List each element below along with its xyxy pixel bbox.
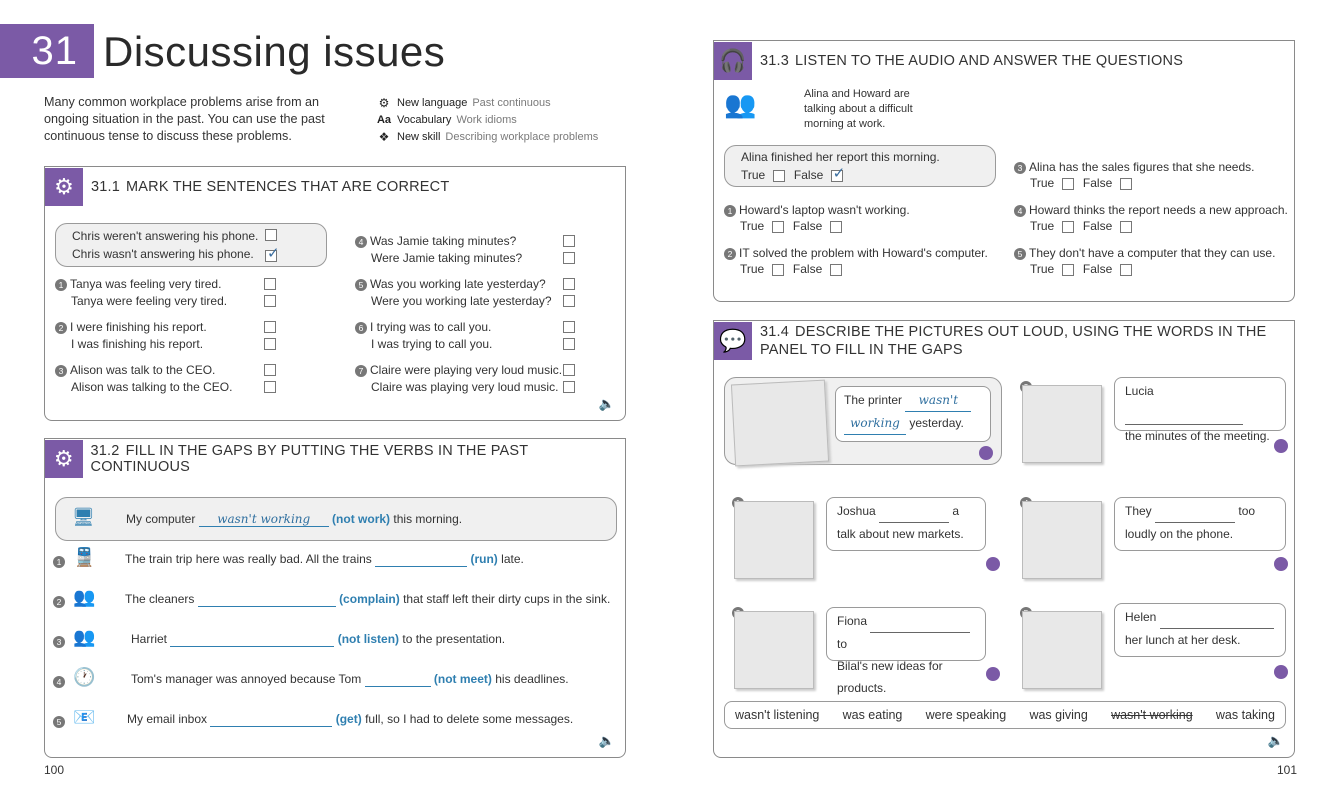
checkbox[interactable] (563, 321, 575, 333)
checkbox-false[interactable] (1120, 221, 1132, 233)
tf-item-5: 5 They don't have a computer that they can use. True False (1014, 246, 1275, 276)
sentence-b: Claire was playing very loud music. (371, 380, 559, 394)
gap-input[interactable] (365, 672, 431, 687)
sentence-b: Were you working late yesterday? (371, 294, 552, 308)
gap-input[interactable] (375, 552, 467, 567)
tf-item-1: 1 Howard's laptop wasn't working. True False (724, 203, 910, 233)
example-sentence: My computer wasn't working (not work) this morning. (126, 512, 463, 526)
answer: wasn't working (199, 512, 329, 527)
number-badge: 1 (53, 556, 65, 568)
computer-icon: 🖥 (72, 507, 95, 527)
sentence-b: Were Jamie taking minutes? (371, 251, 523, 265)
page-number-right: 101 (1277, 763, 1298, 777)
checkbox-false[interactable] (1120, 264, 1132, 276)
aa-icon: Aa (376, 114, 392, 126)
checkbox-false[interactable] (1120, 178, 1132, 190)
meta-value: Describing workplace problems (445, 131, 599, 143)
word-bank-item[interactable]: wasn't listening (735, 708, 820, 722)
checkbox[interactable] (563, 338, 575, 350)
gap-input[interactable] (198, 592, 336, 607)
sentence-b: Chris wasn't answering his phone. (72, 247, 254, 261)
word-bank-item-used[interactable]: wasn't working (1111, 708, 1193, 722)
meta-row-vocabulary (376, 112, 598, 129)
fill-item-2: 2 👥 The cleaners (complain) that staff left their dirty cups in the sink. (53, 593, 613, 611)
panel-header (45, 439, 625, 479)
people-at-desk-icon: 👥 (724, 89, 757, 119)
gap-input[interactable] (1125, 402, 1243, 425)
checkbox-checked[interactable] (265, 250, 277, 262)
sentence-b: I was trying to call you. (371, 337, 493, 351)
sentence-a: Was you working late yesterday? (370, 277, 546, 291)
sentence-a: Was Jamie taking minutes? (370, 234, 517, 248)
checkbox[interactable] (264, 295, 276, 307)
sentence-a: Claire were playing very loud music. (370, 363, 563, 377)
writing-picture (1022, 385, 1102, 463)
checkbox[interactable] (264, 278, 276, 290)
example-box (55, 223, 327, 267)
item-bubble: They too loudly on the phone. (1114, 497, 1286, 551)
word-bank-item[interactable]: was giving (1029, 708, 1088, 722)
checkbox[interactable] (563, 235, 575, 247)
item-2 (55, 320, 280, 354)
inbox-icon: 📧 (73, 707, 96, 727)
example-sentence: Alina finished her report this morning. (741, 150, 940, 164)
meta-key: New skill (397, 131, 441, 143)
gap-input[interactable] (879, 500, 949, 523)
fill-item-1: 1 🚆 The train trip here was really bad. All the trains (run) late. (53, 553, 613, 571)
sentence-a: I were finishing his report. (70, 320, 207, 334)
audio-icon[interactable] (979, 446, 993, 460)
example-box (55, 497, 617, 541)
example-box (724, 377, 1002, 465)
word-bank-item[interactable]: was eating (842, 708, 903, 722)
item-bubble: Lucia the minutes of the meeting. (1114, 377, 1286, 431)
panel-title: 31.4 DESCRIBE THE PICTURES OUT LOUD, USING THE WORDS IN THE PANEL TO FILL IN THE GAPS (760, 324, 1267, 358)
presentation-picture (734, 501, 814, 579)
sentence-b: Alison was talking to the CEO. (71, 380, 233, 394)
checkbox[interactable] (264, 321, 276, 333)
headphones-icon: 🎧 (714, 42, 752, 80)
page-number-left: 100 (44, 763, 65, 777)
meta-key: New language (397, 97, 468, 109)
context-text: Alina and Howard are talking about a difficult morning at work. (804, 88, 913, 130)
meta-value: Past continuous (472, 97, 551, 109)
checkbox[interactable] (264, 381, 276, 393)
item-4 (355, 234, 580, 268)
number-badge: 4 (53, 676, 65, 688)
chapter-title: Discussing issues (103, 28, 446, 75)
number-badge: 7 (355, 365, 367, 377)
intro-text: Many common workplace problems arise from an ongoing situation in the past. You can use the past continuous tense to discuss these problems. (44, 95, 325, 143)
lesson-meta (376, 95, 598, 146)
train-icon: 🚆 (73, 547, 96, 567)
number-badge: 5 (53, 716, 65, 728)
number-badge: 1 (55, 279, 67, 291)
checkbox-false[interactable] (830, 264, 842, 276)
exercise-31-1-panel (44, 166, 626, 421)
checkbox[interactable] (563, 381, 575, 393)
panel-header (45, 167, 449, 207)
example-box (724, 145, 996, 187)
audio-icon[interactable] (1274, 439, 1288, 453)
exercise-31-2-panel (44, 438, 626, 758)
number-badge: 3 (55, 365, 67, 377)
item-6 (355, 320, 580, 354)
item-bubble: Joshua a talk about new markets. (826, 497, 986, 551)
speaker-icon[interactable]: 🔈 (1267, 733, 1284, 748)
puzzle-icon: ❖ (378, 130, 390, 144)
checkbox[interactable] (264, 338, 276, 350)
word-bank-item[interactable]: were speaking (925, 708, 1007, 722)
panel-title: 31.3 LISTEN TO THE AUDIO AND ANSWER THE QUESTIONS (760, 53, 1184, 69)
tf-item-3: 3 Alina has the sales figures that she needs. True False (1014, 160, 1254, 190)
gear-icon: ⚙ (378, 96, 390, 110)
meta-row-language (376, 95, 598, 112)
number-badge: 3 (53, 636, 65, 648)
meta-value: Work idioms (456, 114, 517, 126)
fill-item-5: 5 📧 My email inbox (get) full, so I had to delete some messages. (53, 713, 613, 731)
exercise-31-4-panel (713, 320, 1295, 758)
tf-item-2: 2 IT solved the problem with Howard's computer. True False (724, 246, 988, 276)
checkbox-true[interactable] (1062, 221, 1074, 233)
checkbox-true[interactable] (772, 264, 784, 276)
sentence-b: I was finishing his report. (71, 337, 204, 351)
gap-input[interactable] (1155, 500, 1235, 523)
audio-icon[interactable] (1274, 557, 1288, 571)
checkbox[interactable] (563, 364, 575, 376)
word-bank-item[interactable]: was taking (1215, 708, 1275, 722)
gear-icon: ⚙ (45, 168, 83, 206)
panel-header (714, 41, 1183, 81)
clock-person-icon: 🕐 (73, 667, 96, 687)
panel-title: 31.2 FILL IN THE GAPS BY PUTTING THE VERBS IN THE PAST CONTINUOUS (90, 443, 529, 475)
exercise-31-3-panel (713, 40, 1295, 302)
false-label: False (793, 168, 824, 182)
checkbox-false[interactable] (830, 221, 842, 233)
gear-icon: ⚙ (45, 440, 83, 478)
fill-item-3: 3 👥 Harriet (not listen) to the presentation. (53, 633, 613, 651)
sentence-a: Alison was talk to the CEO. (70, 363, 216, 377)
speaker-icon[interactable]: 🔈 (598, 733, 615, 748)
gap-input[interactable] (870, 610, 970, 633)
sentence-a: Chris weren't answering his phone. (72, 229, 259, 243)
item-bubble: Helen her lunch at her desk. (1114, 603, 1286, 657)
chapter-number-badge: 31 (0, 24, 94, 78)
number-badge: 2 (53, 596, 65, 608)
number-badge: 2 (55, 322, 67, 334)
checkbox[interactable] (563, 295, 575, 307)
number-badge: 4 (355, 236, 367, 248)
number-badge: 5 (355, 279, 367, 291)
number-badge: 6 (355, 322, 367, 334)
meeting-icon: 👥 (73, 627, 96, 647)
checkbox-true[interactable] (1062, 178, 1074, 190)
sentence-a: Tanya was feeling very tired. (70, 277, 222, 291)
meeting-picture (734, 611, 814, 689)
tf-item-4: 4 Howard thinks the report needs a new approach. True False (1014, 203, 1288, 233)
meta-row-skill (376, 129, 598, 146)
checkbox[interactable] (563, 278, 575, 290)
audio-icon[interactable] (986, 667, 1000, 681)
lunch-picture (1022, 611, 1102, 689)
item-3 (55, 363, 280, 397)
item-1 (55, 277, 280, 311)
sentence-a: I trying was to call you. (370, 320, 492, 334)
item-bubble: Fiona to Bilal's new ideas for products. (826, 607, 986, 661)
checkbox-true[interactable] (1062, 264, 1074, 276)
word-bank (724, 701, 1286, 729)
item-7 (355, 363, 580, 397)
gap-input[interactable] (170, 632, 334, 647)
printer-picture (731, 380, 829, 467)
sentence-b: Tanya were feeling very tired. (71, 294, 228, 308)
audio-icon[interactable] (986, 557, 1000, 571)
panel-header (714, 321, 1266, 361)
audio-icon[interactable] (1274, 665, 1288, 679)
fill-item-4: 4 🕐 Tom's manager was annoyed because Tom (not meet) his deadlines. (53, 673, 613, 691)
phone-picture (1022, 501, 1102, 579)
checkbox-true[interactable] (772, 221, 784, 233)
checkbox[interactable] (563, 252, 575, 264)
meta-key: Vocabulary (397, 114, 452, 126)
checkbox-false-checked[interactable] (831, 170, 843, 182)
gap-input[interactable] (210, 712, 332, 727)
checkbox-true[interactable] (773, 170, 785, 182)
checkbox[interactable] (264, 364, 276, 376)
panel-title: 31.1 MARK THE SENTENCES THAT ARE CORRECT (91, 179, 450, 195)
gap-input[interactable] (1160, 606, 1274, 629)
speaker-icon[interactable]: 🔈 (598, 396, 615, 411)
item-5 (355, 277, 580, 311)
example-bubble: The printer wasn't working yesterday. (835, 386, 991, 442)
checkbox[interactable] (265, 229, 277, 241)
cleaners-icon: 👥 (73, 587, 96, 607)
speech-bubble-icon: 💬 (714, 322, 752, 360)
true-label: True (741, 168, 766, 182)
